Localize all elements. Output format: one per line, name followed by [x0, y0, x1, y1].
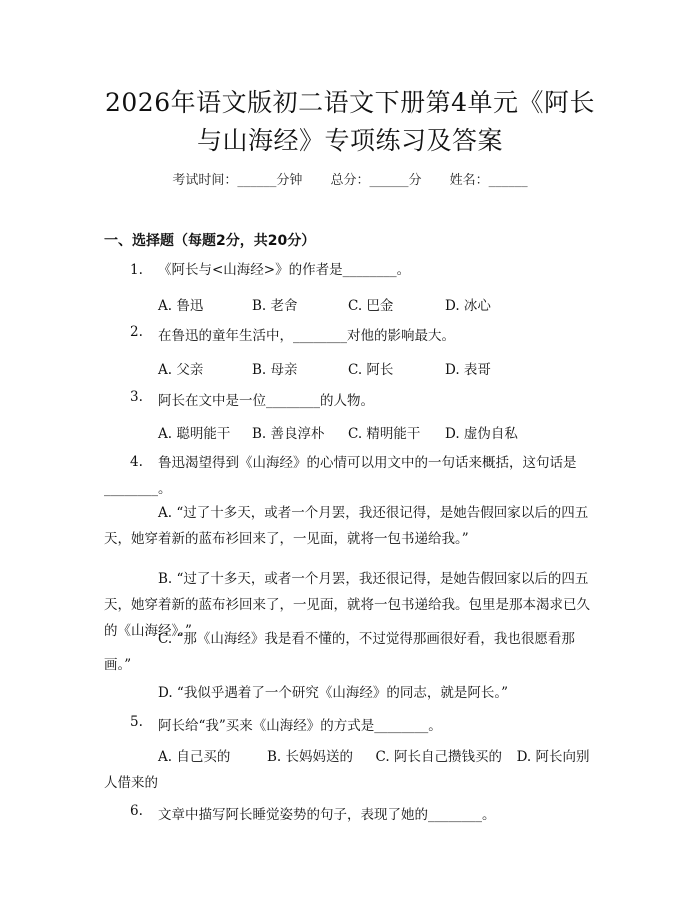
option-3b: B. 善良淳朴	[252, 426, 325, 442]
section-title: 一、选择题（每题2分，共20分）	[104, 233, 316, 249]
question-5-text: 阿长给“我”买来《山海经》的方式是________。	[158, 718, 442, 734]
option-5d: D. 阿长向别人借来的	[104, 749, 590, 791]
option-1a: A. 鲁迅	[158, 298, 204, 314]
question-number: 6.	[130, 803, 143, 819]
option-3a: A. 聪明能干	[158, 426, 231, 442]
question-text: 《阿长与<山海经>》的作者是________。	[158, 262, 411, 278]
option-2d: D. 表哥	[445, 362, 491, 378]
option-4d: D. “我似乎遇着了一个研究《山海经》的同志，就是阿长。”	[158, 685, 508, 701]
option-4c: C. “那《山海经》我是看不懂的，不过觉得那画很好看，我也很愿看那画。”	[104, 631, 575, 673]
exam-title-line-1: 2026年语文版初二语文下册第4单元《阿长	[104, 88, 596, 117]
question-number: 1.	[130, 262, 143, 278]
option-3d: D. 虚伪自私	[445, 426, 518, 442]
option-4b: B. “过了十多天，或者一个月罢，我还很记得，是她告假回家以后的四五天，她穿着新的蓝布衫回来了，一见面，就将一包书递给我。包里是那本渴求已久的《山海经》。”	[104, 571, 590, 639]
question-6-text: 文章中描写阿长睡觉姿势的句子，表现了她的________。	[158, 807, 496, 823]
option-5a: A. 自己买的	[158, 749, 231, 765]
question-4-text	[104, 450, 598, 502]
option-1d: D. 冰心	[445, 298, 491, 314]
question-3-text: 阿长在文中是一位________的人物。	[158, 393, 374, 409]
option-2c: C. 阿长	[348, 362, 394, 378]
option-5c: C. 阿长自己攒钱买的	[375, 749, 502, 765]
question-2-text: 在鲁迅的童年生活中，________对他的影响最大。	[158, 328, 455, 344]
exam-meta	[0, 169, 700, 188]
question-number: 4.	[130, 454, 143, 470]
exam-title-line-2: 与山海经》专项练习及答案	[196, 126, 503, 155]
option-3c: C. 精明能干	[348, 426, 421, 442]
question-number: 2.	[130, 324, 143, 340]
question-5-options	[104, 744, 598, 796]
option-1b: B. 老舍	[252, 298, 298, 314]
option-2b: B. 母亲	[252, 362, 298, 378]
question-4-stem: 鲁迅渴望得到《山海经》的心情可以用文中的一句话来概括，这句话是________。	[104, 455, 577, 497]
option-5b: B. 长妈妈送的	[266, 749, 353, 765]
option-4a: A. “过了十多天，或者一个月罢，我还很记得，是她告假回家以后的四五天，她穿着新的蓝布衫回来了，一见面，就将一包书递给我。”	[104, 505, 589, 547]
question-number: 5.	[130, 714, 143, 730]
question-number: 3.	[130, 389, 143, 405]
student-name-field: 姓名：______	[449, 173, 528, 188]
option-2a: A. 父亲	[158, 362, 204, 378]
option-1c: C. 巴金	[348, 298, 394, 314]
exam-time-field: 考试时间：______分钟	[172, 173, 303, 188]
total-score-field: 总分：______分	[330, 173, 422, 188]
